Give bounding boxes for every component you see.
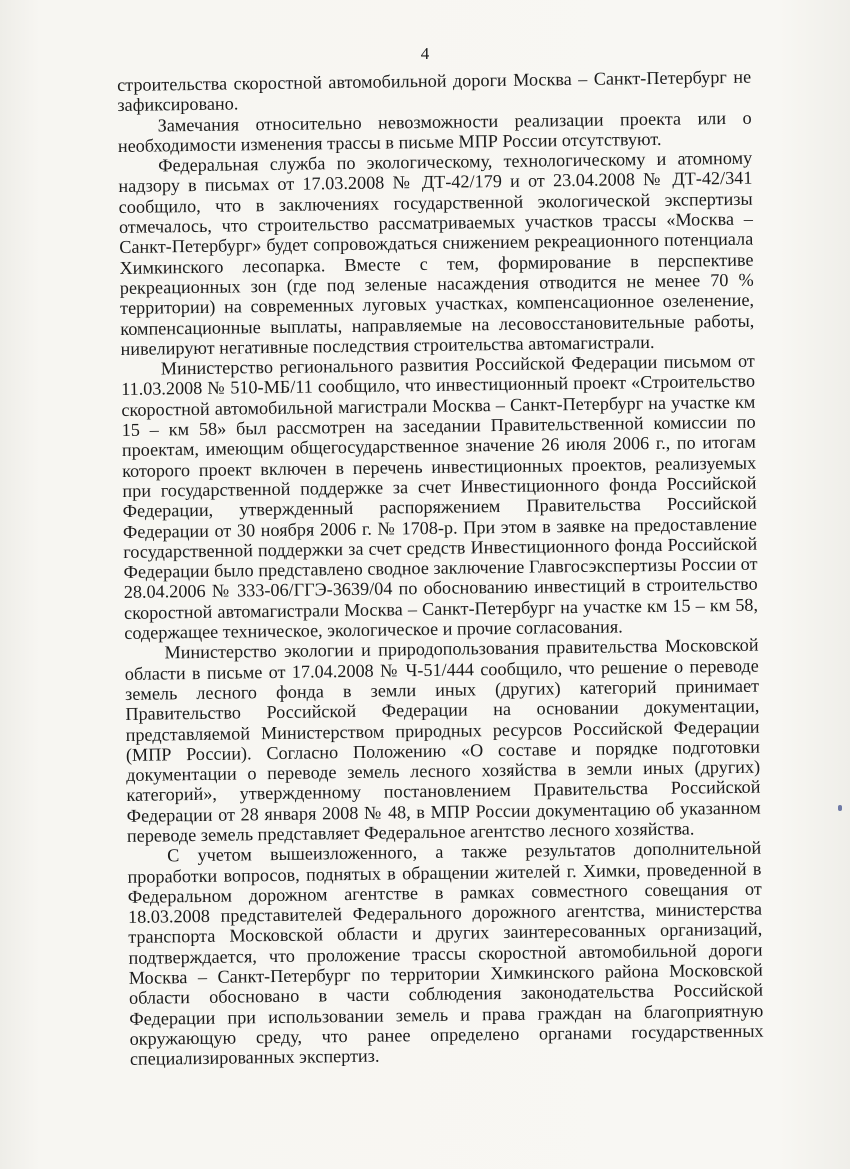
paragraph-rostekhnadzor: Федеральная служба по экологическому, технологическому и атомному надзору в письмах от 17.03.2008 № ДТ-42/179 и от 23.04.2008 № ДТ-42/341 сообщило, что в заключениях государственной экологической экспертизы отмечалось, что строительство рассматриваемых участков трассы «Москва – Санкт-Петербург» будет сопровождаться снижением рекреационного потенциала Химкинского лесопарка. Вместе с тем, формирование в перспективе рекреационных зон (где под зеленые насаждения отводится не менее 70 % территории) на современных луговых участках, компенсационное озеленение, компенсационные выплаты, направляемые на лесовосстановительные работы, нивелируют негативные последствия строительства автомагистрали. xyxy=(118,147,755,359)
document-body xyxy=(117,67,764,1070)
page-number: 4 xyxy=(420,44,430,63)
paragraph-minregion: Министерство регионального развития Российской Федерации письмом от 11.03.2008 № 510-МБ/11 сообщило, что инвестиционный проект «Строительство скоростной автомобильной магистрали Москва – Санкт-Петербург на участке км 15 – км 58» был рассмотрен на заседании Правительственной комиссии по проектам, имеющим общегосударственное значение 26 июля 2006 г., по итогам которого проект включен в перечень инвестиционных проектов, реализуемых при государственной поддержке за счет Инвестиционного фонда Российской Федерации, утвержденный распоряжением Правительства Российской Федерации от 30 ноября 2006 г. № 1708-р. При этом в заявке на предоставление государственной поддержки за счет средств Инвестиционного фонда Российской Федерации было представлено сводное заключение Главгосэкспертизы России от 28.04.2006 № 333-06/ГГЭ-3639/04 по обоснованию инвестиций в строительство скоростной автомагистрали Москва – Санкт-Петербург на участке км 15 – км 58, содержащее техническое, экологическое и прочие согласования. xyxy=(120,350,759,643)
paragraph-mpr-remarks: Замечания относительно невозможности реализации проекта или о необходимости изменения трассы в письме МПР России отсутствуют. xyxy=(117,107,752,156)
paragraph-conclusion: С учетом вышеизложенного, а также результатов дополнительной проработки вопросов, поднятых в обращении жителей г. Химки, проведенной в Федеральном дорожном агентстве в рамках совместного совещания от 18.03.2008 представителей Федерального дорожного агентства, министерства транспорта Московской области и других заинтересованных организаций, подтверждается, что проложение трассы скоростной автомобильной дороги Москва – Санкт-Петербург по территории Химкинского района Московской области обосновано в части соблюдения законодательства Российской Федерации при использовании земель и права граждан на благоприятную окружающую среду, что ранее определено органами государственных специализированных экспертиз. xyxy=(127,837,764,1070)
paragraph-mosobl-ecology: Министерство экологии и природопользования правительства Московской области в письме от 17.04.2008 № Ч-51/444 сообщило, что решение о переводе земель лесного фонда в земли иных (других) категорий принимает Правительство Российской Федерации на основании документации, представляемой Министерством природных ресурсов Российской Федерации (МПР России). Согласно Положению «О составе и порядке подготовки документации о переводе земель лесного хозяйства в земли иных (других) категорий», утвержденному постановлением Правительства Российской Федерации от 28 января 2008 № 48, в МПР России документацию об указанном переводе земель представляет Федеральное агентство лесного хозяйства. xyxy=(124,634,761,846)
paragraph-continuation: строительства скоростной автомобильной дороги Москва – Санкт-Петербург не зафиксировано. xyxy=(117,66,752,116)
scan-blemish xyxy=(838,805,842,811)
